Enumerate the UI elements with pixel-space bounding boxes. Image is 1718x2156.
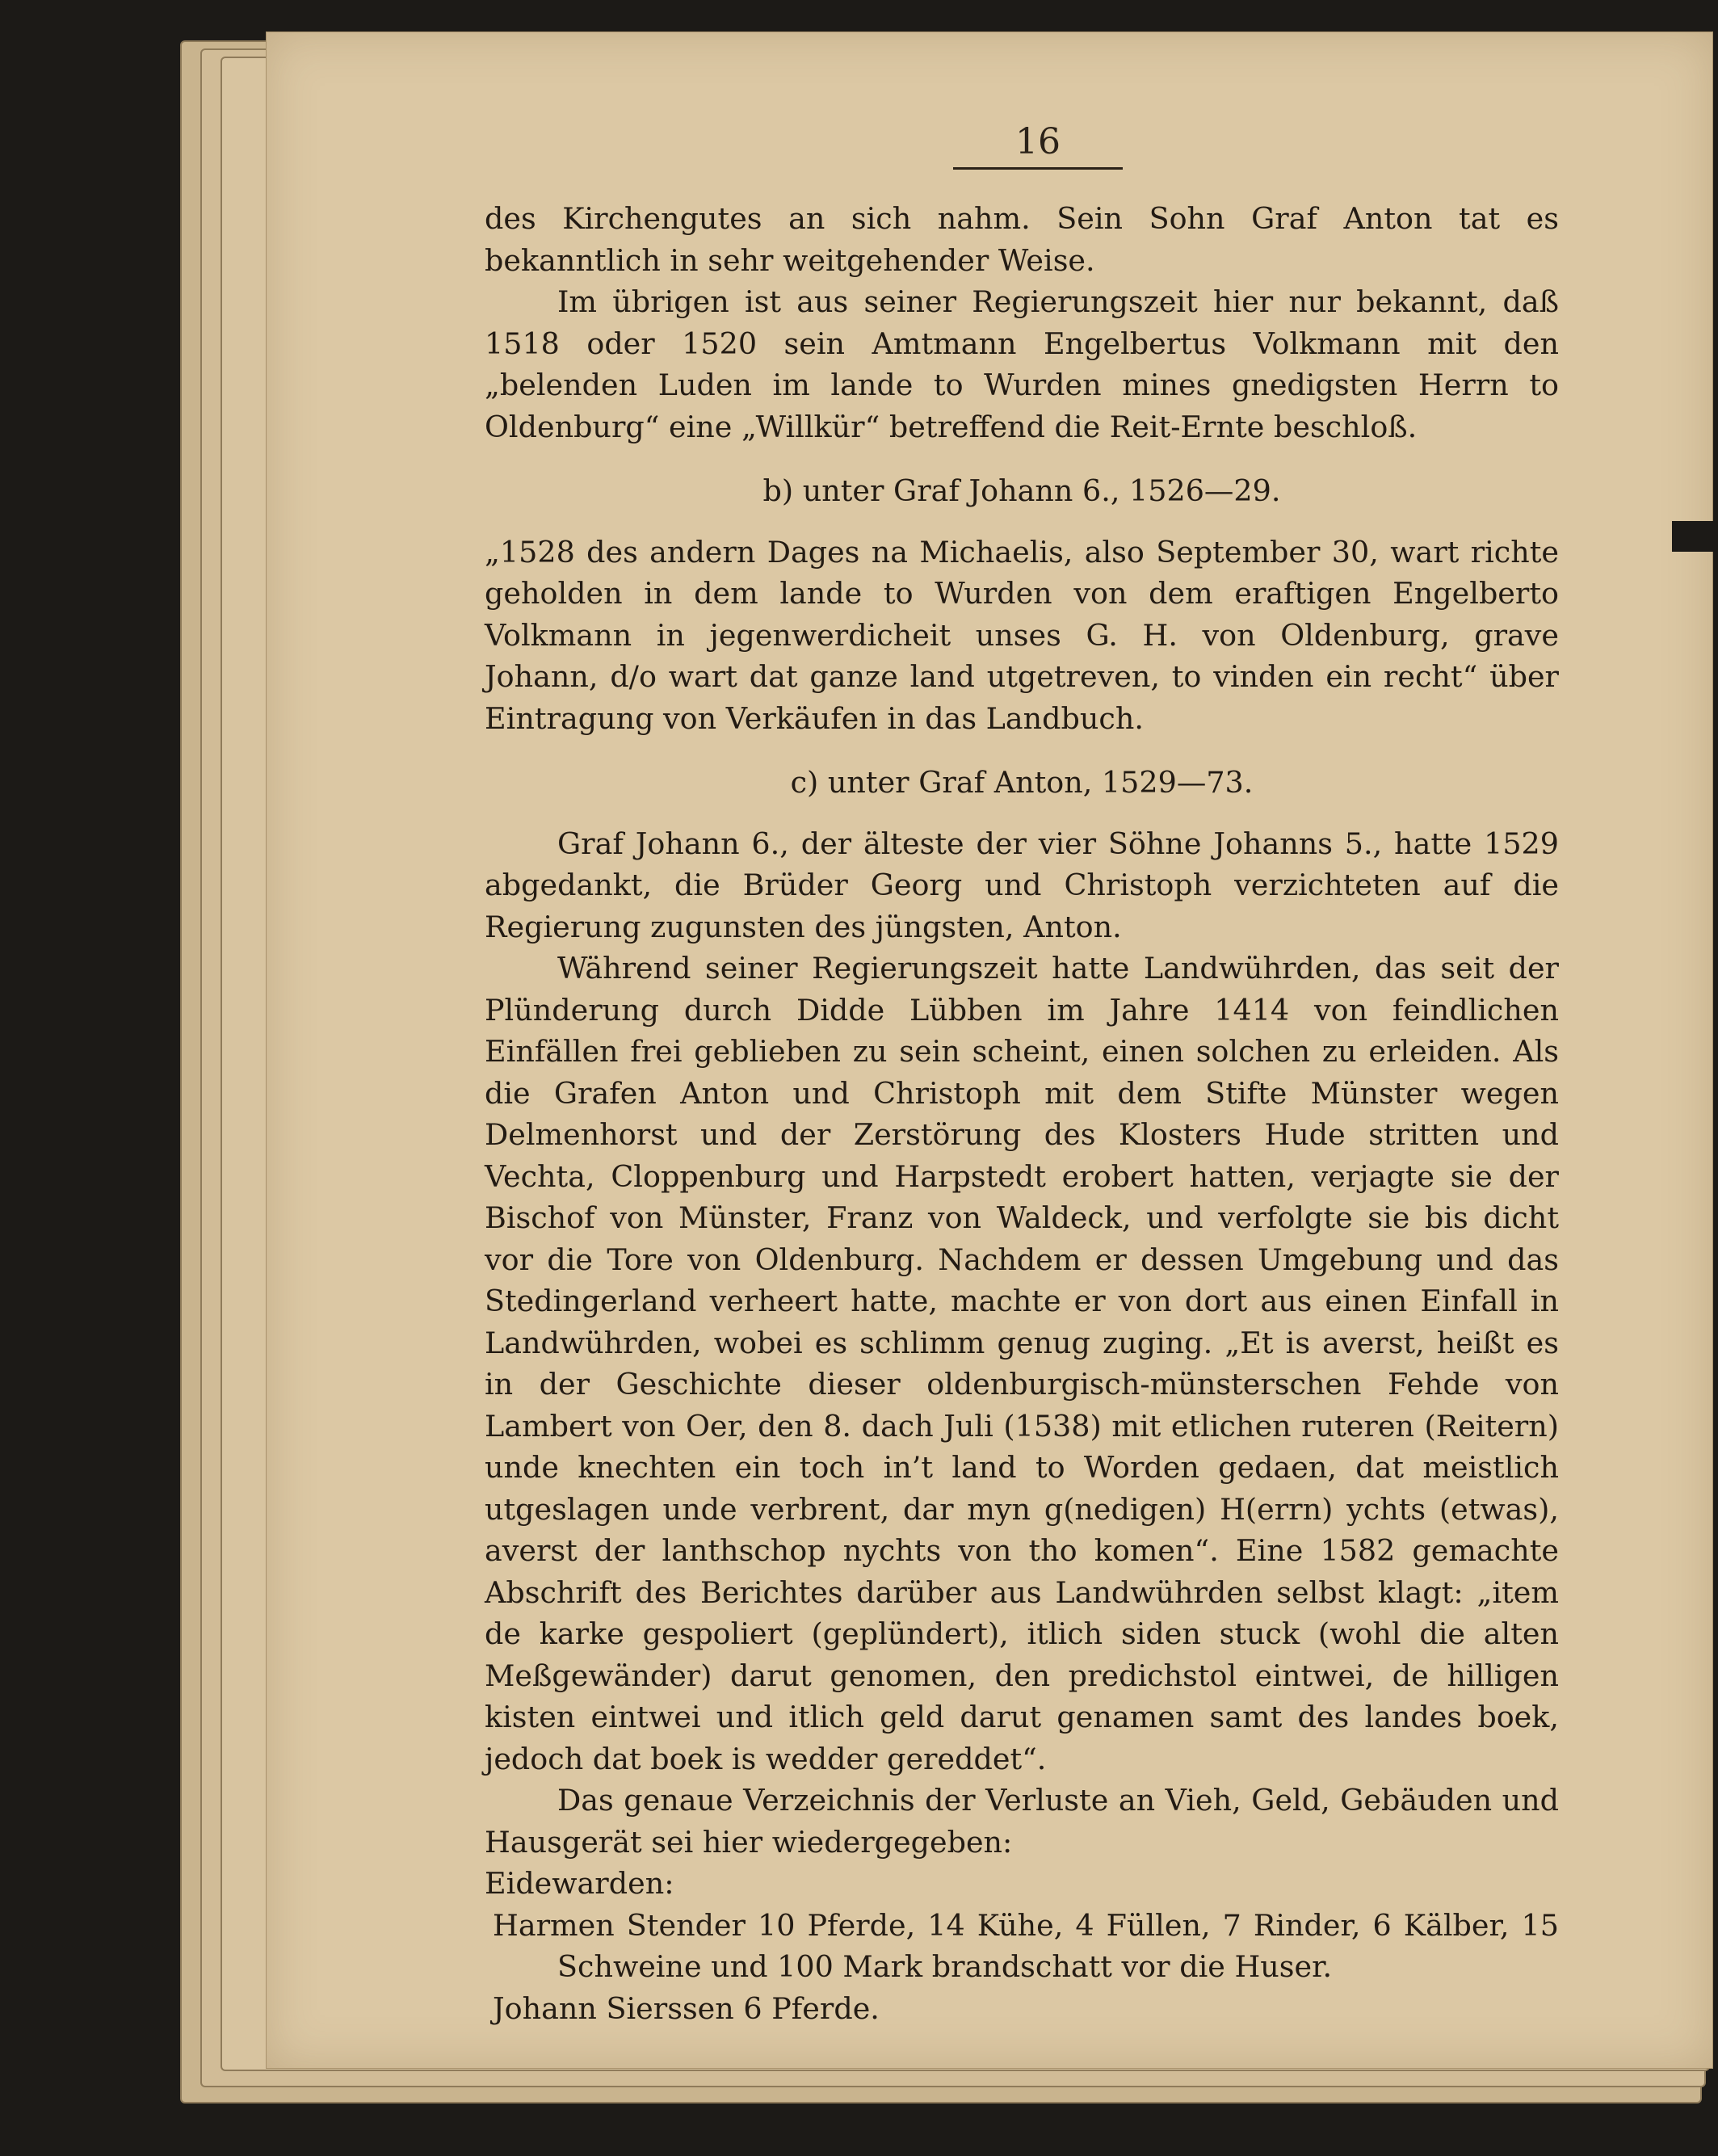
list-label: Eidewarden: (485, 1866, 674, 1901)
page-body (485, 198, 1559, 2029)
paragraph: Während seiner Regierungszeit hatte Landwührden, das seit der Plünderung durch Didde Lübben im Jahre 1414 von feindlichen Einfällen frei geblieben zu sein scheint, einen solchen zu erleiden. Als die Grafen Anton und Christoph mit dem Stifte Münster wegen Delmenhorst und der Zerstörung des Klosters Hude stritten und Vechta, Cloppenburg und Harpstedt erobert hatten, verjagte sie der Bischof von Münster, Franz von Waldeck, und verfolgte sie bis dicht vor die Tore von Oldenburg. Nachdem er dessen Umgebung und das Stedingerland verheert hatte, machte er von dort aus einen Einfall in Landwührden, wobei es schlimm genug zuging. „Et is averst, heißt es in der Geschichte dieser oldenburgisch-münsterschen Fehde von Lambert von Oer, den 8. dach Juli (1538) mit etlichen ruteren (Reitern) unde knechten ein toch in’t land to Worden gedaen, dat meistlich utgeslagen unde verbrent, dar myn g(nedigen) H(errn) ychts (etwas), averst der lanthschop nychts von tho komen“. Eine 1582 gemachte Abschrift des Berichtes darüber aus Landwührden selbst klagt: „item de karke gespoliert (geplündert), itlich siden stuck (wohl die alten Meßgewänder) darut genomen, den predichstol eintwei, de hilligen kisten eintwei und itlich geld darut genamen samt des landes boek, jedoch dat boek is wedder gereddet“. (485, 951, 1559, 1776)
page-number-rule (953, 167, 1123, 170)
list-item: Johann Sierssen 6 Pferde. (493, 1990, 880, 2026)
page-number: 16 (1015, 121, 1061, 162)
paragraph: des Kirchengutes an sich nahm. Sein Sohn Graf Anton tat es bekanntlich in sehr weitgehender Weise. (485, 201, 1559, 278)
paragraph: Das genaue Verzeichnis der Verluste an Vieh, Geld, Gebäuden und Hausgerät sei hier wiedergegeben: (485, 1783, 1559, 1860)
page-edge-shadow (1672, 521, 1718, 552)
paragraph: Graf Johann 6., der älteste der vier Söhne Johanns 5., hatte 1529 abgedankt, die Brüder Georg und Christoph verzichteten auf die Regierung zugunsten des jüngsten, Anton. (485, 826, 1559, 944)
section-heading-b: b) unter Graf Johann 6., 1526—29. (762, 473, 1281, 508)
list-item: Harmen Stender 10 Pferde, 14 Kühe, 4 Füllen, 7 Rinder, 6 Kälber, 15 Schweine und 100 Mark brandschatt vor die Huser. (493, 1907, 1559, 1984)
paragraph: „1528 des andern Dages na Michaelis, also September 30, wart richte geholden in dem lande to Wurden von dem eraftigen Engelberto Volkmann in jegenwerdicheit unses G. H. von Oldenburg, grave Johann, d/o wart dat ganze land utgetreven, to vinden ein recht“ über Eintragung von Verkäufen in das Landbuch. (485, 534, 1559, 736)
section-heading-c: c) unter Graf Anton, 1529—73. (790, 765, 1254, 800)
paragraph: Im übrigen ist aus seiner Regierungszeit hier nur bekannt, daß 1518 oder 1520 sein Amtmann Engelbertus Volkmann mit den „belenden Luden im lande to Wurden mines gnedigsten Herrn to Oldenburg“ eine „Willkür“ betreffend die Reit-Ernte beschloß. (485, 284, 1559, 444)
